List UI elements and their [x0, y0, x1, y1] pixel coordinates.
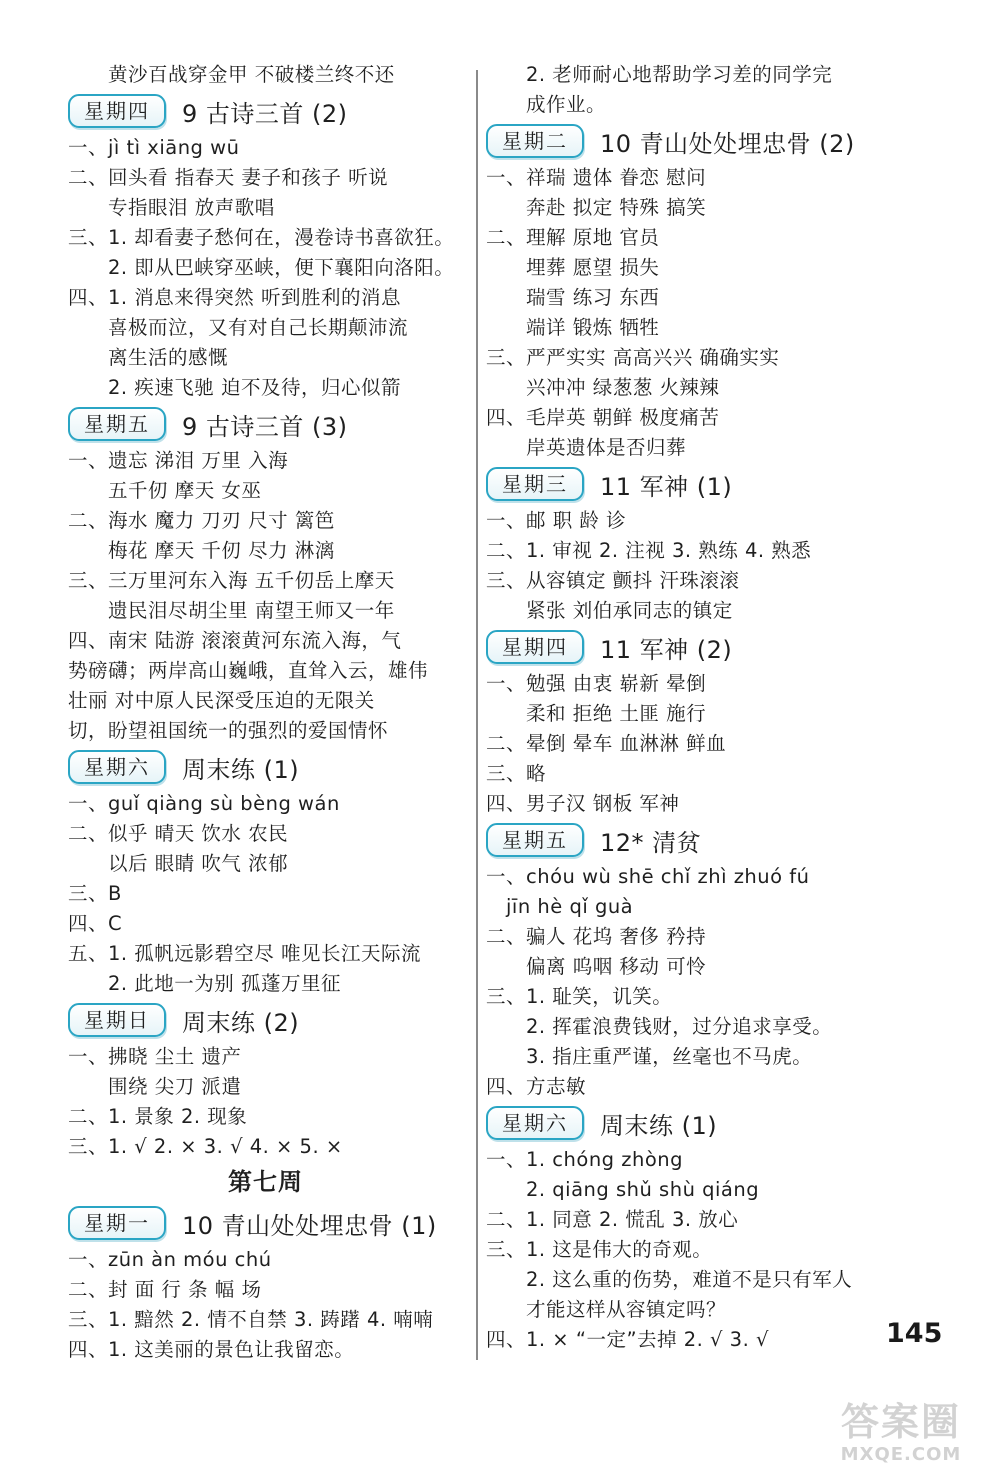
section-title: 周末练 (1): [182, 755, 300, 784]
answer-line: 二、晕倒 晕车 血淋淋 鲜血: [486, 732, 727, 755]
section-header-thursday: [486, 627, 906, 667]
answer-line: 成作业。: [526, 93, 607, 116]
answer-line: 一、祥瑞 遗体 眷恋 慰问: [486, 166, 707, 189]
answer-line: 一、jì tì xiāng wū: [68, 136, 240, 159]
answer-line: 四、1. × “一定”去掉 2. √ 3. √: [486, 1328, 769, 1351]
right-column: [486, 60, 906, 1355]
day-tag: 星期五: [486, 823, 584, 857]
answer-line: 四、男子汉 钢板 军神: [486, 792, 680, 815]
answer-line: 埋葬 愿望 损失: [526, 256, 660, 279]
answer-line: 2. qiāng shǔ shù qiáng: [526, 1178, 760, 1201]
section-title: 12* 清贫: [600, 828, 702, 857]
answer-line: 岸英遗体是否归葬: [526, 436, 687, 459]
answer-line: 三、从容镇定 颤抖 汗珠滚滚: [486, 569, 740, 592]
section-title: 10 青山处处埋忠骨 (2): [600, 129, 855, 158]
answer-line: 3. 指庄重严谨，丝毫也不马虎。: [526, 1045, 813, 1068]
day-tag: 星期日: [68, 1003, 166, 1037]
answer-line: 紧张 刘伯承同志的镇定: [526, 599, 733, 622]
answer-line: 三、三万里河东入海 五千仞岳上摩天: [68, 569, 395, 592]
day-tag: 星期三: [486, 467, 584, 501]
section-title: 11 军神 (2): [600, 635, 733, 664]
answer-line: 五千仞 摩天 女巫: [108, 479, 262, 502]
answer-line: 瑞雪 练习 东西: [526, 286, 660, 309]
answer-line: 2. 疾速飞驰 迫不及待，归心似箭: [108, 376, 402, 399]
section-title: 9 古诗三首 (2): [182, 99, 348, 128]
answer-line: 四、1. 这美丽的景色让我留恋。: [68, 1338, 355, 1361]
answer-line: 2. 即从巴峡穿巫峡，便下襄阳向洛阳。: [108, 256, 455, 279]
page-number: 145: [886, 1318, 943, 1349]
answer-line: 围绕 尖刀 派遣: [108, 1075, 242, 1098]
column-divider: [476, 70, 478, 1360]
section-title: 11 军神 (1): [600, 472, 733, 501]
section-header-friday: [486, 820, 906, 860]
answer-line: 2. 这么重的伤势，难道不是只有军人: [526, 1268, 853, 1291]
section-title: 9 古诗三首 (3): [182, 412, 348, 441]
answer-line: 三、1. 却看妻子愁何在，漫卷诗书喜欲狂。: [68, 226, 455, 249]
answer-line: 势磅礴；两岸高山巍峨，直耸入云，雄伟: [68, 659, 429, 682]
answer-line: 四、1. 消息来得突然 听到胜利的消息: [68, 286, 402, 309]
left-column: [68, 60, 463, 1365]
answer-line: 一、拂晓 尘土 遗产: [68, 1045, 242, 1068]
answer-line: 三、1. √ 2. × 3. √ 4. × 5. ×: [68, 1135, 343, 1158]
answer-line: 三、B: [68, 882, 122, 905]
section-header-friday: [68, 404, 463, 444]
answer-line: 二、回头看 指春天 妻子和孩子 听说: [68, 166, 389, 189]
answer-line: 四、C: [68, 912, 123, 935]
section-header-tuesday: [486, 121, 906, 161]
answer-line: 四、方志敏: [486, 1075, 587, 1098]
answer-line: 三、1. 这是伟大的奇观。: [486, 1238, 713, 1261]
answer-line: 二、1. 景象 2. 现象: [68, 1105, 248, 1128]
day-tag: 星期一: [68, 1206, 166, 1240]
answer-line: 喜极而泣，又有对自己长期颠沛流: [108, 316, 409, 339]
answer-line: 梅花 摩天 千仞 尽力 淋漓: [108, 539, 335, 562]
answer-line: 遗民泪尽胡尘里 南望王师又一年: [108, 599, 395, 622]
answer-line: 端详 锻炼 牺牲: [526, 316, 660, 339]
answer-line: 二、骗人 花坞 奢侈 矜持: [486, 925, 707, 948]
section-header-saturday: [68, 747, 463, 787]
answer-line: 黄沙百战穿金甲 不破楼兰终不还: [108, 63, 395, 86]
answer-line: 二、封 面 行 条 幅 场: [68, 1278, 262, 1301]
answer-line: 2. 此地一为别 孤蓬万里征: [108, 972, 342, 995]
answer-line: 三、略: [486, 762, 547, 785]
answer-line: 壮丽 对中原人民深受压迫的无限关: [68, 689, 375, 712]
day-tag: 星期四: [486, 630, 584, 664]
section-header-wednesday: [486, 464, 906, 504]
answer-line: 四、南宋 陆游 滚滚黄河东流入海，气: [68, 629, 402, 652]
section-header-thursday: [68, 91, 463, 131]
section-title: 10 青山处处埋忠骨 (1): [182, 1211, 437, 1240]
day-tag: 星期六: [68, 750, 166, 784]
answer-line: 三、严严实实 高高兴兴 确确实实: [486, 346, 780, 369]
watermark-logo: 答案圈: [840, 1400, 961, 1444]
section-header-monday: [68, 1203, 463, 1243]
section-title: 周末练 (2): [182, 1008, 300, 1037]
answer-line: 三、1. 黯然 2. 情不自禁 3. 踌躇 4. 喃喃: [68, 1308, 434, 1331]
answer-line: 二、1. 审视 2. 注视 3. 熟练 4. 熟悉: [486, 539, 812, 562]
answer-line: 一、guǐ qiàng sù bèng wán: [68, 792, 340, 815]
answer-line: 一、邮 职 龄 诊: [486, 509, 627, 532]
day-tag: 星期六: [486, 1106, 584, 1140]
watermark-url: MXQE.COM: [840, 1444, 962, 1465]
answer-line: 二、1. 同意 2. 慌乱 3. 放心: [486, 1208, 739, 1231]
section-header-saturday: [486, 1103, 906, 1143]
answer-line: 切，盼望祖国统一的强烈的爱国情怀: [68, 719, 389, 742]
answer-line: 一、1. chóng zhòng: [486, 1148, 684, 1171]
answer-line: 三、1. 耻笑，讥笑。: [486, 985, 673, 1008]
day-tag: 星期四: [68, 94, 166, 128]
answer-line: 一、chóu wù shē chǐ zhì zhuó fú: [486, 865, 810, 888]
answer-line: 二、理解 原地 官员: [486, 226, 660, 249]
answer-line: 2. 挥霍浪费钱财，过分追求享受。: [526, 1015, 833, 1038]
answer-line: 二、似乎 晴天 饮水 农民: [68, 822, 289, 845]
day-tag: 星期二: [486, 124, 584, 158]
answer-line: 以后 眼睛 吹气 浓郁: [108, 852, 289, 875]
day-tag: 星期五: [68, 407, 166, 441]
answer-line: 一、勉强 由衷 崭新 晕倒: [486, 672, 707, 695]
answer-line: 二、海水 魔力 刀刃 尺寸 篱笆: [68, 509, 335, 532]
answer-line: 四、毛岸英 朝鲜 极度痛苦: [486, 406, 720, 429]
week-heading: 第七周: [228, 1168, 303, 1196]
answer-line: 柔和 拒绝 土匪 施行: [526, 702, 707, 725]
answer-line: 2. 老师耐心地帮助学习差的同学完: [526, 63, 833, 86]
answer-line: 专指眼泪 放声歌唱: [108, 196, 275, 219]
answer-line: 兴冲冲 绿葱葱 火辣辣: [526, 376, 720, 399]
answer-line: 才能这样从容镇定吗？: [526, 1298, 727, 1321]
answer-line: 一、遗忘 涕泪 万里 入海: [68, 449, 289, 472]
answer-line: 五、1. 孤帆远影碧空尽 唯见长江天际流: [68, 942, 422, 965]
answer-line: 离生活的感慨: [108, 346, 229, 369]
watermark: [826, 1400, 976, 1466]
answer-line: 一、zūn àn móu chú: [68, 1248, 272, 1271]
section-header-sunday: [68, 1000, 463, 1040]
answer-line: jīn hè qǐ guà: [506, 895, 634, 918]
section-title: 周末练 (1): [600, 1111, 718, 1140]
answer-line: 偏离 呜咽 移动 可怜: [526, 955, 707, 978]
answer-line: 奔赴 拟定 特殊 搞笑: [526, 196, 707, 219]
